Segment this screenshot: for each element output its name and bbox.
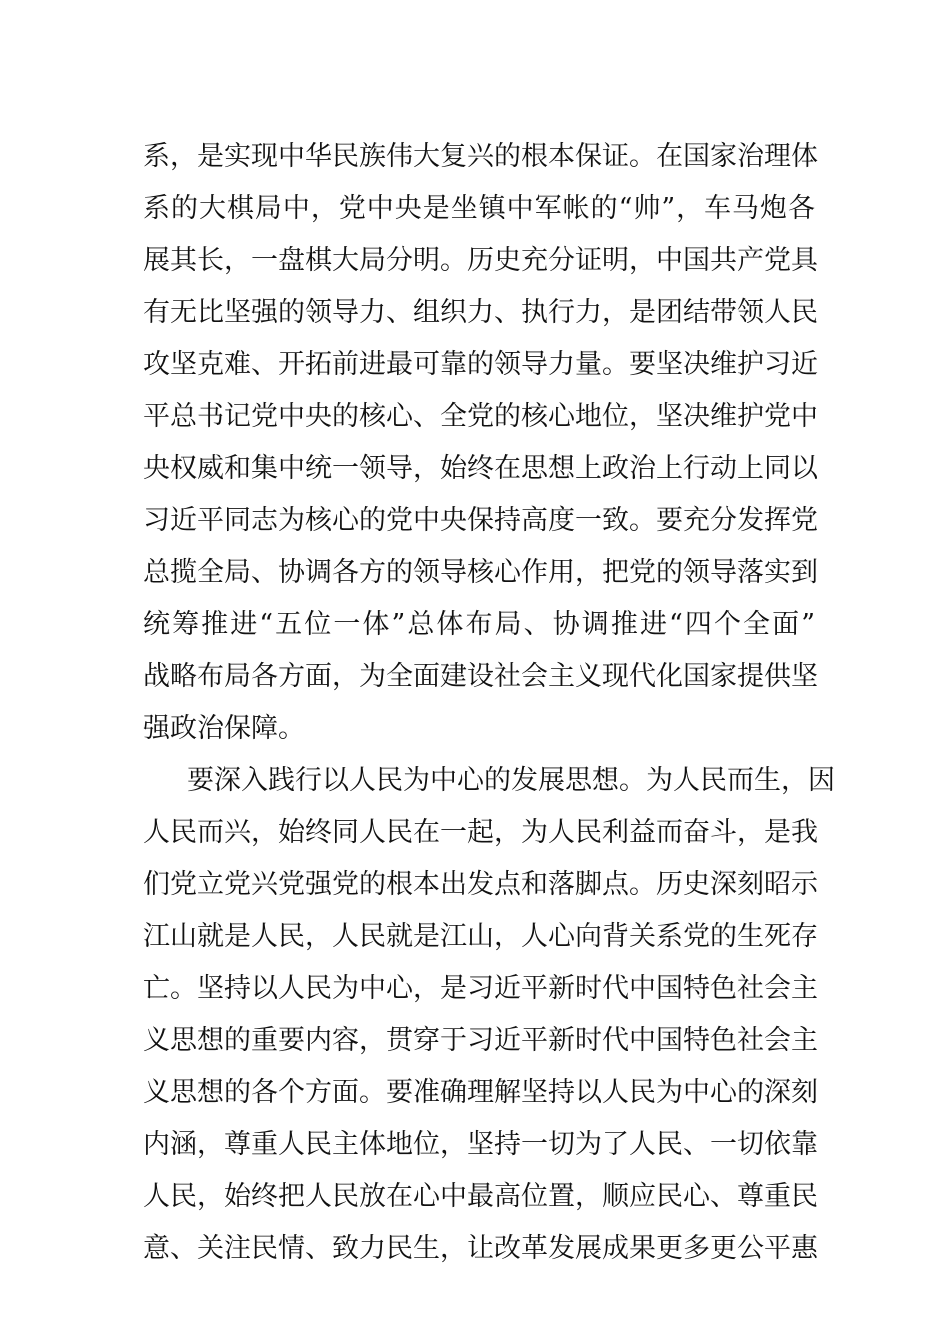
- text-line: 们党立党兴党强党的根本出发点和落脚点。历史深刻昭示: [143, 869, 818, 900]
- document-body: [143, 131, 835, 1275]
- text-line: 义思想的各个方面。要准确理解坚持以人民为中心的深刻: [143, 1077, 818, 1108]
- text-line: 义思想的重要内容，贯穿于习近平新时代中国特色社会主: [143, 1025, 818, 1056]
- text-line: 央权威和集中统一领导，始终在思想上政治上行动上同以: [143, 453, 818, 484]
- text-line: 总揽全局、协调各方的领导核心作用，把党的领导落实到: [143, 557, 818, 588]
- text-line: 战略布局各方面，为全面建设社会主义现代化国家提供坚: [143, 661, 818, 692]
- text-line: 平总书记党中央的核心、全党的核心地位，坚决维护党中: [143, 401, 818, 432]
- text-line: 统筹推进“五位一体”总体布局、协调推进“四个全面”: [143, 609, 815, 640]
- text-line: 要深入践行以人民为中心的发展思想。为人民而生，因: [187, 765, 835, 796]
- text-line: 内涵，尊重人民主体地位，坚持一切为了人民、一切依靠: [143, 1129, 818, 1160]
- text-line: 强政治保障。: [143, 713, 305, 744]
- text-line: 江山就是人民，人民就是江山，人心向背关系党的生死存: [143, 921, 818, 952]
- text-line: 系，是实现中华民族伟大复兴的根本保证。在国家治理体: [143, 141, 818, 172]
- text-line: 人民而兴，始终同人民在一起，为人民利益而奋斗，是我: [143, 817, 818, 848]
- text-line: 展其长，一盘棋大局分明。历史充分证明，中国共产党具: [143, 245, 818, 276]
- text-line: 攻坚克难、开拓前进最可靠的领导力量。要坚决维护习近: [143, 349, 818, 380]
- paragraph-1: [143, 131, 818, 755]
- paragraph-2: [143, 755, 835, 1275]
- text-line: 有无比坚强的领导力、组织力、执行力，是团结带领人民: [143, 297, 818, 328]
- text-line: 亡。坚持以人民为中心，是习近平新时代中国特色社会主: [143, 973, 818, 1004]
- text-line: 意、关注民情、致力民生，让改革发展成果更多更公平惠: [143, 1233, 818, 1264]
- text-line: 系的大棋局中，党中央是坐镇中军帐的“帅”，车马炮各: [143, 193, 815, 224]
- text-line: 习近平同志为核心的党中央保持高度一致。要充分发挥党: [143, 505, 818, 536]
- text-line: 人民，始终把人民放在心中最高位置，顺应民心、尊重民: [143, 1181, 818, 1212]
